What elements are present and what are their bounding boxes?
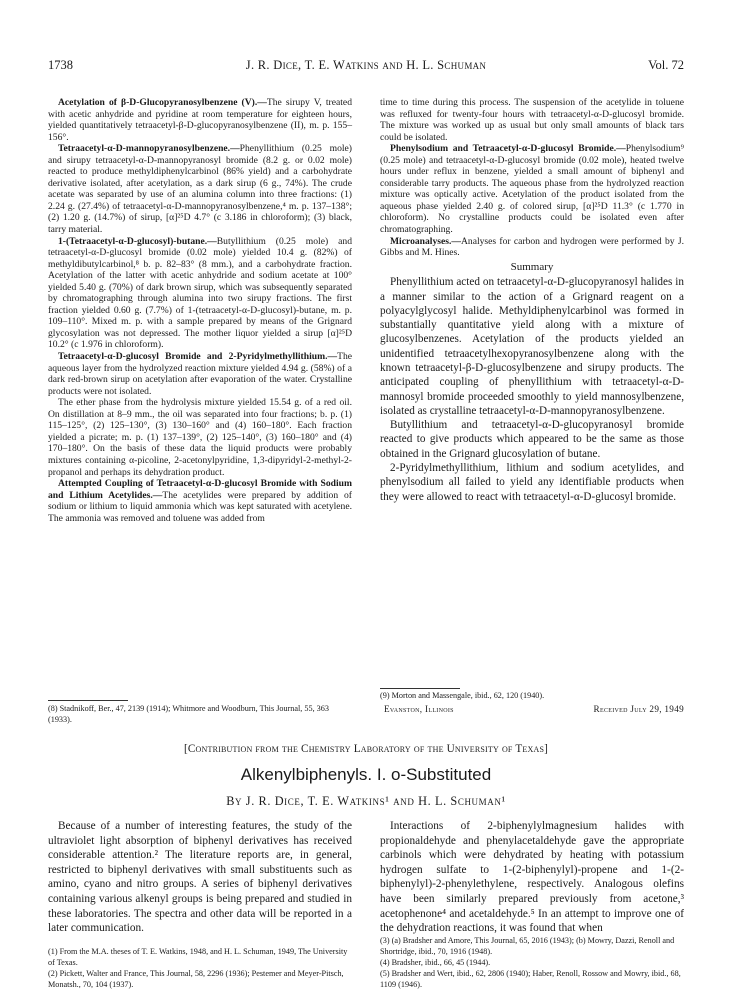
paragraph: time to time during this process. The suspension of the acetylide in toluene was refluxed for twenty-four hours with tetraacetyl-α-D-glucosyl bromide. The mixture was worked up as usual but only small amounts of black tars could be isolated. xyxy=(380,97,684,143)
run-in-heading: Acetylation of β-D-Glucopyranosylbenzene (V).— xyxy=(58,97,267,108)
author-byline: By J. R. Dice, T. E. Watkins¹ and H. L. Schuman¹ xyxy=(226,794,506,808)
paragraph-text: Phenyllithium (0.25 mole) and sirupy tetraacetyl-α-D-mannopyranosyl bromide (8.2 g. or 0.02 mole) reacted to produce methyldiphenylcarbinol (86% yield) and a carbohydrate derivative isolated, after acetylation, as a dark sirup (6 g., 74%). The crude acetate was separated by use of an alumina column into three fractions: (1) 2.24 g. (27.4%) of tetraacetyl-α-D-mannopyranosylbenzene,⁴ m. p. 137–138°; (2) 1.20 g. (14.7%) of sirup, [α]²⁵D 4.7° (c 3.186 in chloroform); (3) black, tarry material. xyxy=(48,143,352,236)
footnotes xyxy=(48,946,352,990)
run-in-heading: 1-(Tetraacetyl-α-D-glucosyl)-butane.— xyxy=(58,235,217,247)
footnote-text: (3) (a) Bradsher and Amore, This Journal, 65, 2016 (1943); (b) Mowry, Dazzi, Renoll and Shortridge, ibid., 70, 1916 (1948). xyxy=(380,936,675,956)
run-in-heading: Phenylsodium and Tetraacetyl-α-D-glucosyl Bromide.— xyxy=(390,143,626,155)
footnote-text: (9) Morton and Massengale, ibid., 62, 120 (1940). xyxy=(380,691,545,700)
footnote-text: (2) Pickett, Walter and France, This Journal, 58, 2296 (1936); Pestemer and Meyer-Pitsch, Monatsh., 70, 104 (1937). xyxy=(48,969,344,989)
summary-body xyxy=(380,275,684,504)
institution-place: Evanston, Illinois xyxy=(384,704,454,714)
footnote-text: (8) Stadnikoff, Ber., 47, 2139 (1914); Whitmore and Woodburn, This Journal, 55, 363 (1933). xyxy=(48,704,329,724)
signature-line xyxy=(384,704,684,716)
footnote-text: (4) Bradsher, ibid., 66, 45 (1944). xyxy=(380,958,491,967)
paragraph: Interactions of 2-biphenylylmagnesium halides with propionaldehyde and phenylacetaldehyde gave the appropriate carbinols which were dehydrated by heating with potassium hydrogen sulfate to 1-(2-biphenylyl)-propene and 1-(2-biphenylyl)-2-phenylethylene, respectively. Analogous olefins have been similarly prepared previously from acetone,³ acetophenone⁴ and acetaldehyde.⁵ In an attempt to improve one of the dehydration reactions, it was found that when xyxy=(380,820,684,935)
footnote-rule xyxy=(48,700,128,701)
contribution-line: [Contribution from the Chemistry Laboratory of the University of Texas] xyxy=(183,743,549,755)
article-title: Alkenylbiphenyls. I. o-Substituted xyxy=(240,765,492,784)
footnote-rule xyxy=(380,688,460,689)
paragraph-text: The sirupy V, treated with acetic anhydride and pyridine at room temperature for eighteen hours, yielded quantitatively tetraacetyl-β-D-glucopyranosylbenzene (II), m. p. 155–156°. xyxy=(48,97,352,143)
running-header xyxy=(48,58,684,74)
paragraph xyxy=(48,143,352,235)
run-in-heading: Microanalyses.— xyxy=(390,235,461,247)
paragraph xyxy=(48,478,352,524)
run-in-heading: Tetraacetyl-α-D-mannopyranosylbenzene.— xyxy=(58,143,240,155)
paragraph xyxy=(380,143,684,235)
article2-left-column xyxy=(48,819,352,936)
summary-paragraph: Phenyllithium acted on tetraacetyl-α-D-glucopyranosyl halides in a manner similar to the action of a Grignard reagent on a polyacylglycosyl halide. Methyldiphenylcarbinol was formed in substantially quantitative yield along with a mixture of glucosylbenzenes. Acetylation of the products yielded an unidentified tetraacetylhexopyranosylbenzene along with the known tetraacetyl-β-D-glucosylbenzene and sirupy products. The anticipated coupling of phenyllithium with tetraacetyl-α-D-mannosyl bromide proceeded smoothly to yield mannosylbenzene, isolated as crystalline tetraacetyl-α-D-mannopyranosylbenzene. xyxy=(380,276,684,417)
footnote-text: (1) From the M.A. theses of T. E. Watkins, 1948, and H. L. Schuman, 1949, The University of Texas. xyxy=(48,947,348,967)
paragraph: Because of a number of interesting features, the study of the ultraviolet light absorption of biphenyl derivatives has received considerable attention.² The literature reports are, in general, restricted to biphenyl derivatives with small substituents such as amino, cyano and nitro groups. A series of biphenyl derivatives containing various alkenyl groups is being prepared and studied in these laboratories. The spectra and other data will be reported in a later communication. xyxy=(48,820,352,935)
received-date: Received July 29, 1949 xyxy=(593,704,684,714)
running-title: J. R. Dice, T. E. Watkins and H. L. Schuman xyxy=(245,58,487,72)
article2-right-column xyxy=(380,819,684,936)
summary-paragraph: Butyllithium and tetraacetyl-α-D-glucopyranosyl bromide reacted to give products which appeared to be the same as those obtained in the Grignard glucosylation of butane. xyxy=(380,419,684,460)
footnote xyxy=(48,703,352,725)
paragraph: The ether phase from the hydrolysis mixture yielded 15.54 g. of a red oil. On distillation at 8–9 mm., the oil was separated into four fractions; b. p. (1) 115–125°, (2) 125–130°, (3) 130–160° and (4) 160–180°. Each fraction yielded a picrate; m. p. (1) 137–139°, (2) 125–140°, (3) 160–180° and (4) 170–180°. On the basis of these data the liquid products were probably mixtures containing α-picoline, 2-acetonylpyridine, 1,3-dipyridyl-2-methyl-2-propanol and perhaps its dehydration product. xyxy=(48,397,352,478)
paragraph xyxy=(48,97,352,143)
volume-label: Vol. 72 xyxy=(648,58,684,72)
footnote-text: (5) Bradsher and Wert, ibid., 62, 2806 (1940); Haber, Renoll, Rossow and Mowry, ibid., 68, 1109 (1946). xyxy=(380,969,681,989)
run-in-heading: Tetraacetyl-α-D-glucosyl Bromide and 2-Pyridylmethyllithium.— xyxy=(58,351,338,363)
paragraph xyxy=(48,351,352,397)
paragraph-text: The acetylides were prepared by addition of sodium or lithium to liquid ammonia which was kept saturated with acetylene. The ammonia was removed and toluene was added from xyxy=(48,489,352,524)
summary-paragraph: 2-Pyridylmethyllithium, lithium and sodium acetylides, and phenylsodium all failed to yield any identifiable products when they were allowed to react with tetraacetyl-α-D-glucosyl bromide. xyxy=(380,462,684,503)
paragraph xyxy=(48,236,352,351)
page-number: 1738 xyxy=(48,58,73,72)
paragraph-text: Phenylsodium⁹ (0.25 mole) and tetraacetyl-α-D-glucosyl bromide (0.02 mole), heated twelve hours under reflux in benzene, yielded a small amount of biphenyl and considerable tarry products. The aqueous phase from the hydrolyzed reaction mixture was optically active. Acetylation of the product isolated from the aqueous phase yielded 2.40 g. of colored sirup, [α]²⁵D 11.3° (c 1.770 in chloroform). No crystalline products could be isolated even after chromatographing. xyxy=(380,143,684,236)
footnotes xyxy=(380,935,684,990)
paragraph-text: Butyllithium (0.25 mole) and tetraacetyl-α-D-glucosyl bromide (0.02 mole) yielded 10.4 g. (82%) of methyldibutylcarbinol,⁸ b. p. 82–83° (8 mm.), and a carbohydrate fraction. Acetylation of the latter with acetic anhydride and sodium acetate at 100° yielded 5.40 g. (70%) of dark brown sirup, which was subsequently separated by chromatographing through alumina into two sirupy fractions. The first fraction yielded 0.60 g. (7.7%) of 1-(tetraacetyl-α-D-glucosyl)-butane, m. p. 109–110°. Mixed m. p. with a sample prepared by means of the Grignard glycosylation was not depressed. The mother liquor yielded a sirup [α]²⁵D 10.2° (c 1.976 in chloroform). xyxy=(48,235,352,351)
paragraph xyxy=(380,236,684,259)
left-column xyxy=(48,97,352,524)
run-in-heading: Attempted Coupling of Tetraacetyl-α-D-glucosyl Bromide with Sodium and Lithium Acetylides.— xyxy=(48,478,352,501)
paragraph-text: Analyses for carbon and hydrogen were performed by J. Gibbs and M. Hines. xyxy=(380,235,684,259)
footnote xyxy=(380,690,684,701)
summary-heading: Summary xyxy=(510,260,554,273)
right-column xyxy=(380,97,684,504)
paragraph-text: The aqueous layer from the hydrolyzed reaction mixture yielded 4.94 g. (58%) of a dark red-brown sirup on acetylation after evaporation of the water. Crystalline products were not isolated. xyxy=(48,351,352,397)
